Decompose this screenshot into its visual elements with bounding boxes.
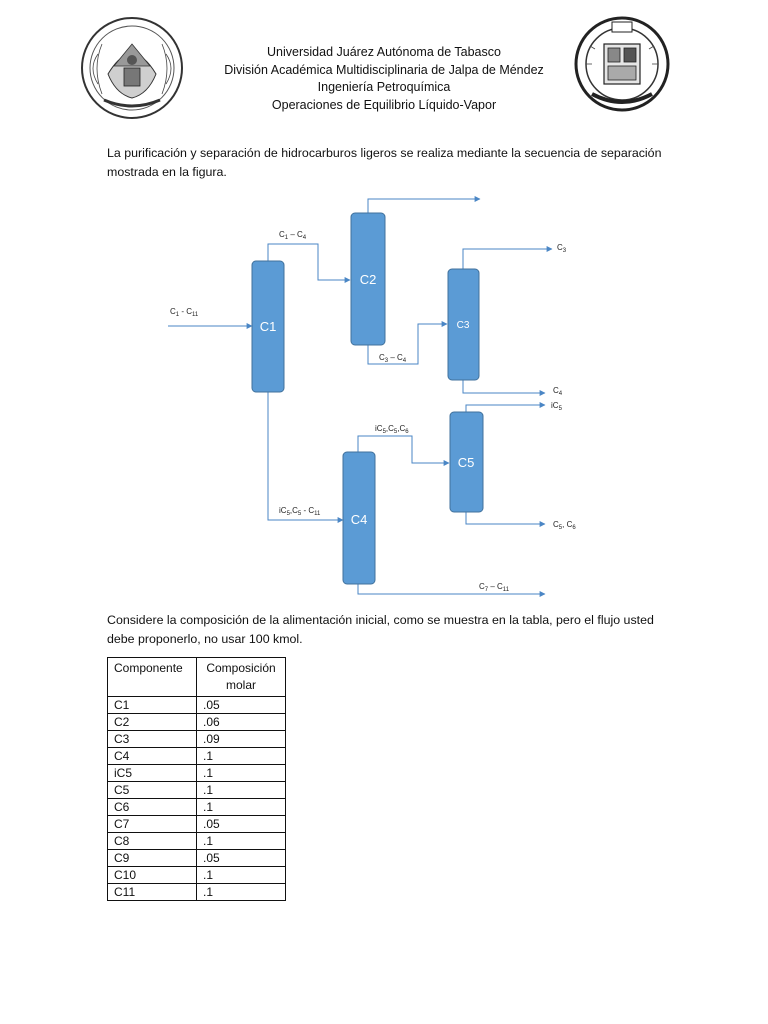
stream-c2-top	[368, 199, 480, 213]
cell-composition: .1	[197, 867, 286, 884]
cell-component: C3	[108, 731, 197, 748]
column-c4	[343, 452, 375, 584]
table-row	[108, 850, 286, 867]
column-c2-label: C2	[359, 272, 377, 287]
stream-c1-bottom	[268, 392, 343, 520]
header-course: Operaciones de Equilibrio Líquido-Vapor	[271, 97, 497, 112]
cell-composition: .09	[197, 731, 286, 748]
label-c4-top: $iC_5,C_5,C_6$	[375, 424, 409, 435]
stream-c3-bottom	[463, 380, 545, 393]
label-c5-bottom: $C_5$, $C_6$	[553, 520, 576, 531]
cell-composition: .05	[197, 697, 286, 714]
column-c4-label: C4	[350, 512, 368, 527]
header-program: Ingeniería Petroquímica	[317, 80, 451, 94]
column-c5	[450, 412, 483, 512]
header-composition: Composición molar	[197, 658, 286, 697]
table-row	[108, 833, 286, 850]
header-component: Componente	[108, 658, 197, 697]
cell-composition: .05	[197, 850, 286, 867]
table-row	[108, 697, 286, 714]
cell-component: C5	[108, 782, 197, 799]
cell-composition: .1	[197, 884, 286, 901]
stream-c5-top	[466, 405, 545, 412]
intro-paragraph: La purificación y separación de hidrocarburos ligeros se realiza mediante la secuencia de separación mostrada en la figura.	[107, 146, 662, 179]
cell-component: C7	[108, 816, 197, 833]
cell-component: C6	[108, 799, 197, 816]
table-row	[108, 799, 286, 816]
label-feed: $C_1 - C_{11}$	[170, 307, 199, 318]
table-header-row	[108, 658, 286, 697]
column-c1-label: C1	[259, 319, 277, 334]
table-row	[108, 884, 286, 901]
cell-composition: .1	[197, 799, 286, 816]
stream-c3-top	[463, 249, 552, 269]
label-c4-bottom: $C_7 - C_{11}$	[479, 582, 510, 593]
table-row	[108, 867, 286, 884]
table-row	[108, 816, 286, 833]
label-c3-top: $C_3$	[557, 243, 567, 254]
header-university: Universidad Juárez Autónoma de Tabasco	[267, 45, 501, 59]
cell-component: C4	[108, 748, 197, 765]
column-c1	[252, 261, 284, 392]
cell-component: C10	[108, 867, 197, 884]
column-c3-label: C3	[456, 320, 470, 331]
cell-component: iC5	[108, 765, 197, 782]
cell-component: C1	[108, 697, 197, 714]
cell-composition: .05	[197, 816, 286, 833]
cell-component: C9	[108, 850, 197, 867]
label-c3-bottom: $C_4$	[553, 386, 563, 397]
table-row	[108, 765, 286, 782]
column-c5-label: C5	[457, 455, 475, 470]
stream-c5-bottom	[466, 512, 545, 524]
label-c1-top: $C_1 - C_4$	[279, 230, 307, 241]
header-division: División Académica Multidisciplinaria de Jalpa de Méndez	[224, 62, 544, 77]
table-row	[108, 731, 286, 748]
cell-composition: .1	[197, 782, 286, 799]
label-c1-bottom: $iC_5,C_5 - C_{11}$	[279, 506, 321, 517]
cell-component: C2	[108, 714, 197, 731]
table-row	[108, 782, 286, 799]
cell-composition: .1	[197, 765, 286, 782]
cell-composition: .1	[197, 748, 286, 765]
cell-component: C8	[108, 833, 197, 850]
cell-composition: .06	[197, 714, 286, 731]
table-row	[108, 714, 286, 731]
instructions-paragraph: Considere la composición de la alimentación inicial, como se muestra en la tabla, pero el flujo usted debe proponerlo, no usar 100 kmol.	[107, 613, 654, 646]
cell-component: C11	[108, 884, 197, 901]
column-c3	[448, 269, 479, 380]
column-c2	[351, 213, 385, 345]
label-c5-top: $iC_5$	[551, 401, 562, 412]
stream-c4-bottom	[358, 584, 545, 594]
composition-table	[107, 657, 286, 901]
label-c2-bottom: $C_3 - C_4$	[379, 353, 407, 364]
table-row	[108, 748, 286, 765]
cell-composition: .1	[197, 833, 286, 850]
